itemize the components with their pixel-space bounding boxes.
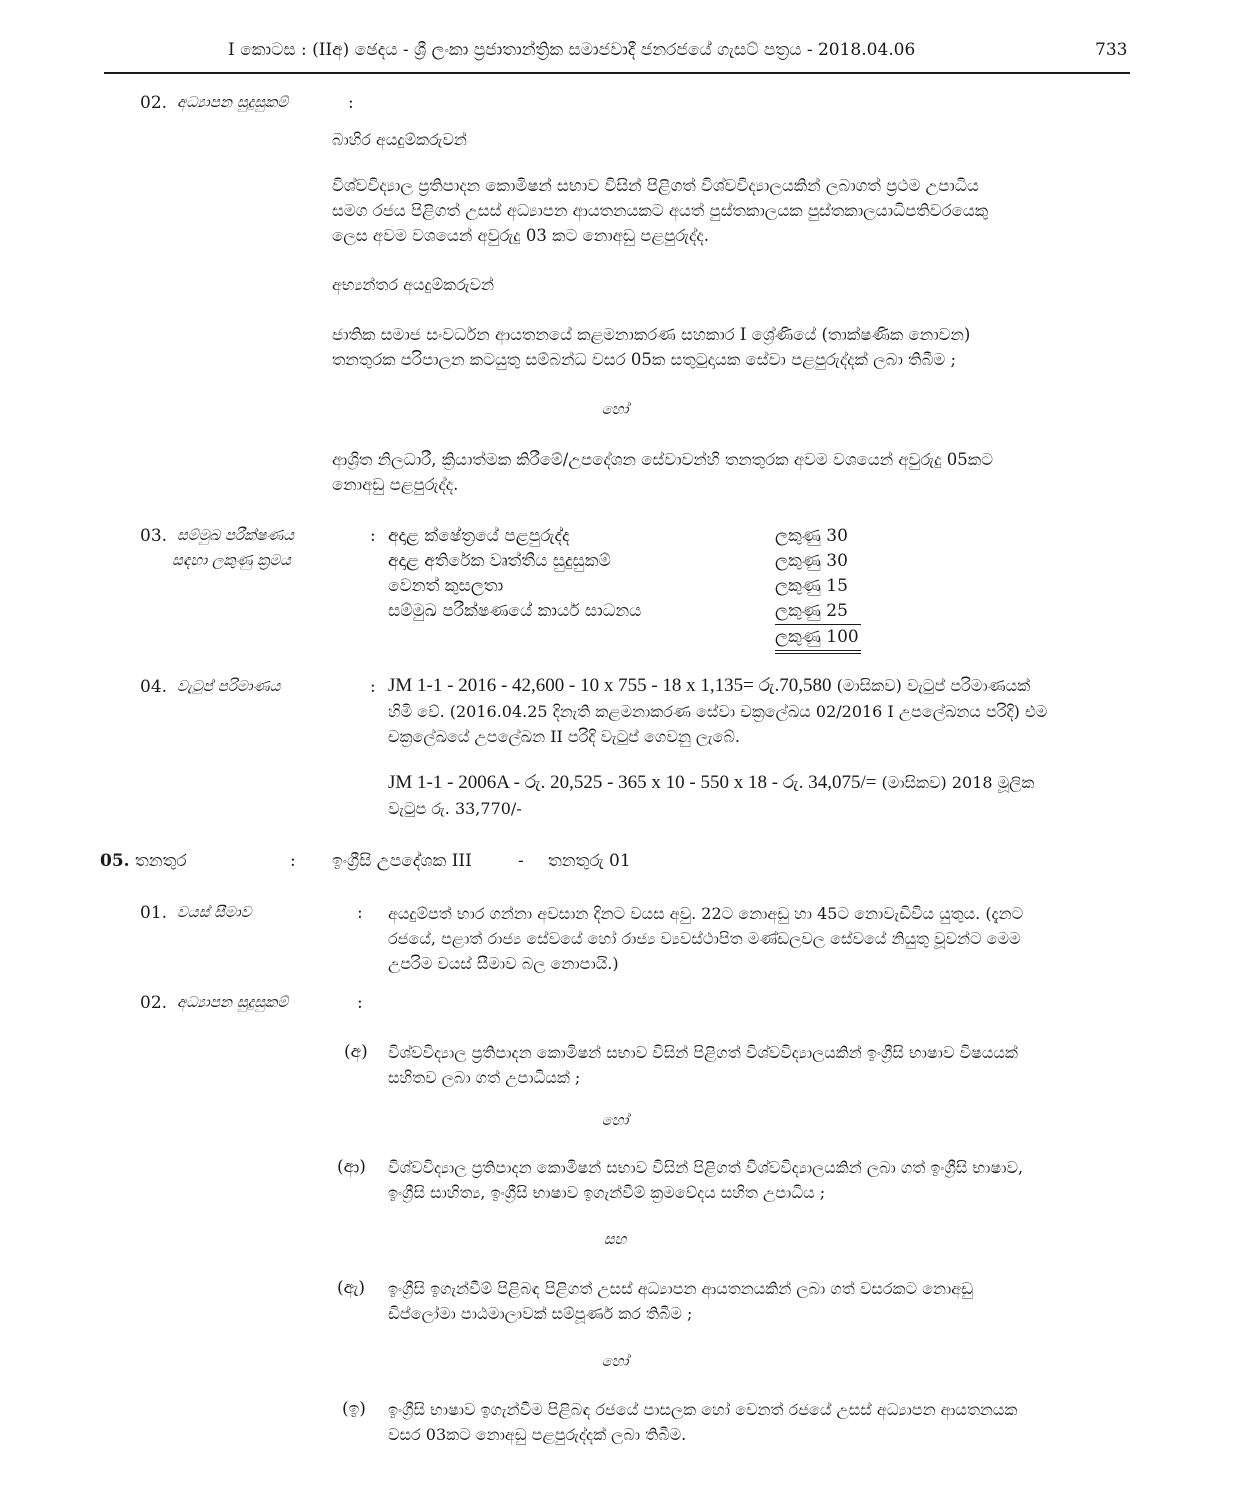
qualification-ae — [388, 1276, 973, 1326]
marks-value: ලකුණු 15 — [775, 576, 848, 596]
section-number: 02. — [140, 93, 168, 113]
section-label-line1: සම්මුඛ පරීක්ෂණය — [177, 526, 295, 544]
section-label-line2: සඳහා ලකුණු ක්‍රමය — [172, 551, 291, 569]
subsection-number: 02. — [140, 993, 168, 1013]
salary-line-5: වැටුප රු. 33,770/- — [388, 799, 522, 818]
item-marker: (ඇ) — [337, 1278, 366, 1298]
text-line: අයදුම්පත් භාර ගන්නා අවසාන දිනට වයස අවු. 22ට නොඅඩු හා 45ට නොවැඩිවිය යුතුය. (දැනට — [388, 904, 1024, 923]
age-limit-text — [388, 901, 1023, 976]
marks-value: ලකුණු 30 — [775, 526, 848, 546]
internal-applicants-text — [332, 322, 970, 372]
marks-item: සම්මුඛ පරීක්ෂණයේ කාර්ය සාධනය — [388, 601, 642, 621]
salary-line-3: චක්‍රලේඛයේ උපලේඛන II පරිදි වැටුප් ගෙවනු ලැබේ. — [388, 727, 741, 746]
header-rule — [104, 72, 1130, 74]
section-colon: : — [370, 677, 376, 697]
salary-code: JM 1-1 - 2016 - 42,600 - 10 x 755 - 18 x 1,135= රු.70,580 — [388, 675, 832, 696]
post-dash: - — [518, 851, 524, 871]
text-line: විශ්වවිද්‍යාල ප්‍රතිපාදන කොමිෂන් සභාව විසින් පිළිගත් විශ්වවිද්‍යාලයකින් ලබා ගත් ඉංග්‍රීසි භාෂාව, — [388, 1158, 1024, 1177]
salary-line-2: හිමි වේ. (2016.04.25 දිනැති කළමනාකරණ සේවා චක්‍රලේඛය 02/2016 I උපලේඛනය පරිදි) එම — [388, 702, 1048, 721]
section-label: වැටුප් පරිමාණය — [177, 677, 281, 695]
text-line: ආශ්‍රිත නිලධාරී, ක්‍රියාත්මක කිරීමේ/උපදේශන සේවාවන්හි තනතුරක අවම වශයෙන් අවුරුදු 05කට — [332, 450, 994, 469]
internal-applicants-text-2 — [332, 447, 993, 497]
or-separator: හෝ — [601, 400, 629, 418]
qualification-a — [388, 1040, 1018, 1090]
marks-item: අදාළ අතිරේක වෘත්තීය සුදුසුකම් — [388, 551, 611, 571]
text-line: ඉංග්‍රීසි සාහිත්‍ය, ඉංග්‍රීසි භාෂාව ඉගැන්වීම් ක්‍රමවේදය සහිත උපාධිය ; — [388, 1183, 826, 1202]
salary-code: JM 1-1 - 2006A - රු. 20,525 - 365 x 10 - 550 x 18 - රු. 34,075/= — [388, 772, 877, 793]
salary-line-1 — [388, 675, 1030, 697]
item-marker: (ආ) — [337, 1157, 366, 1177]
and-separator: සහ — [603, 1230, 627, 1248]
section-number: 04. — [140, 677, 168, 697]
text-line: ඩිප්ලෝමා පාඨමාලාවක් සම්පූර්ණ කර තිබීම ; — [388, 1304, 693, 1323]
section-label: අධ්‍යාපන සුදුසුකම් — [177, 93, 289, 111]
post-title: ඉංග්‍රීසි උපදේශක III — [332, 851, 472, 871]
section-number: 03. — [140, 526, 168, 546]
section-number: 05. — [100, 851, 130, 871]
subsection-number: 01. — [140, 903, 168, 923]
text-line: ඉංග්‍රීසි භාෂාව ඉගැන්වීම පිළිබඳ රජයේ පාසලක හෝ වෙනත් රජයේ උසස් අධ්‍යාපන ආයතනයක — [388, 1400, 1018, 1419]
or-separator: හෝ — [601, 1111, 629, 1129]
subsection-colon: : — [357, 903, 363, 923]
text-line: විශ්වවිද්‍යාල ප්‍රතිපාදන කොමිෂන් සභාව විසින් පිළිගත් විශ්වවිද්‍යාලයකින් ඉංග්‍රීසි භාෂාව විෂයයක් — [388, 1043, 1018, 1062]
salary-line-4 — [388, 772, 1034, 794]
subsection-label: වයස් සීමාව — [177, 903, 252, 921]
text-line: ජාතික සමාජ සංවර්ධන ආයතනයේ කළමනාකරණ සහකාර I ශ්‍රේණියේ (තාක්ෂණික නොවන) — [332, 325, 971, 344]
text-line: තනතුරක පරිපාලන කටයුතු සම්බන්ධ වසර 05ක සතුටුදායක සේවා පළපුරුද්දක් ලබා තිබීම ; — [332, 350, 957, 369]
post-count: තනතුරු 01 — [548, 851, 631, 871]
marks-value: ලකුණු 25 — [775, 601, 848, 621]
qualification-i — [388, 1397, 1017, 1447]
salary-text: (මාසිකව) වැටුප් පරිමාණයක් — [831, 676, 1031, 695]
marks-total: ලකුණු 100 — [775, 627, 859, 647]
marks-value: ලකුණු 30 — [775, 551, 848, 571]
text-line: සමග රජය පිළිගත් උසස් අධ්‍යාපන ආයතනයකට අයත් පුස්තකාලයක පුස්තකාලයාධිපතිවරයෙකු — [332, 201, 989, 220]
qualification-aa — [388, 1155, 1023, 1205]
item-marker: (අ) — [344, 1042, 368, 1062]
section-colon: : — [370, 526, 376, 546]
item-marker: (ඉ) — [342, 1399, 366, 1419]
total-rule-bottom-1 — [775, 650, 861, 651]
section-colon: : — [290, 851, 296, 871]
total-rule-bottom-2 — [775, 653, 861, 654]
text-line: රජයේ, පළාත් රාජ්‍ය සේවයේ හෝ රාජ්‍ය ව්‍යවස්ථාපිත මණ්ඩලවල සේවයේ නියුතු වූවන්ට මෙම — [388, 929, 1021, 948]
page-number: 733 — [1095, 40, 1128, 60]
text-line: ලෙස අවම වශයෙන් අවුරුදු 03 කට නොඅඩු පළපුරුද්ද. — [332, 226, 709, 245]
text-line: ඉංග්‍රීසි ඉගැන්වීම් පිළිබඳ පිළිගත් උසස් අධ්‍යාපන ආයතනයකින් ලබා ගත් වසරකට නොඅඩු — [388, 1279, 973, 1298]
external-applicants-text — [332, 173, 988, 248]
total-rule-top — [775, 624, 861, 625]
marks-item: වෙනත් කුසලතා — [388, 576, 504, 596]
text-line: උපරිම වයස් සීමාව බල නොපායි.) — [388, 954, 619, 973]
text-line: නොඅඩු පළපුරුද්ද. — [332, 475, 459, 494]
section-label: තනතුර — [135, 851, 187, 871]
or-separator: හෝ — [601, 1352, 629, 1370]
text-line: සහිතව ලබා ගත් උපාධියක් ; — [388, 1068, 581, 1087]
marks-item: අදාළ ක්ෂේත්‍රයේ පළපුරුද්ද — [388, 526, 570, 546]
gazette-header-title: I කොටස : (IIඅ) ඡෙදය - ශ්‍රී ලංකා ප්‍රජාතාන්ත්‍රික සමාජවාදී ජනරජයේ ගැසට් පත්‍රය - 2018.04.06 — [228, 40, 916, 60]
internal-applicants-heading: අභ්‍යන්තර අයදුම්කරුවන් — [332, 275, 494, 294]
text-line: වසර 03කට නොඅඩු පළපුරුද්දක් ලබා තිබීම. — [388, 1425, 687, 1444]
text-line: විශ්වවිද්‍යාල ප්‍රතිපාදන කොමිෂන් සභාව විසින් පිළිගත් විශ්වවිද්‍යාලයකින් ලබාගත් ප්‍රථම උපාධිය — [332, 176, 979, 195]
subsection-label: අධ්‍යාපන සුදුසුකම් — [177, 993, 289, 1011]
external-applicants-heading: බාහිර අයදුම්කරුවන් — [332, 130, 467, 149]
section-colon: : — [348, 93, 354, 113]
salary-text: (මාසිකව) 2018 මූලික — [876, 773, 1035, 792]
subsection-colon: : — [357, 993, 363, 1013]
